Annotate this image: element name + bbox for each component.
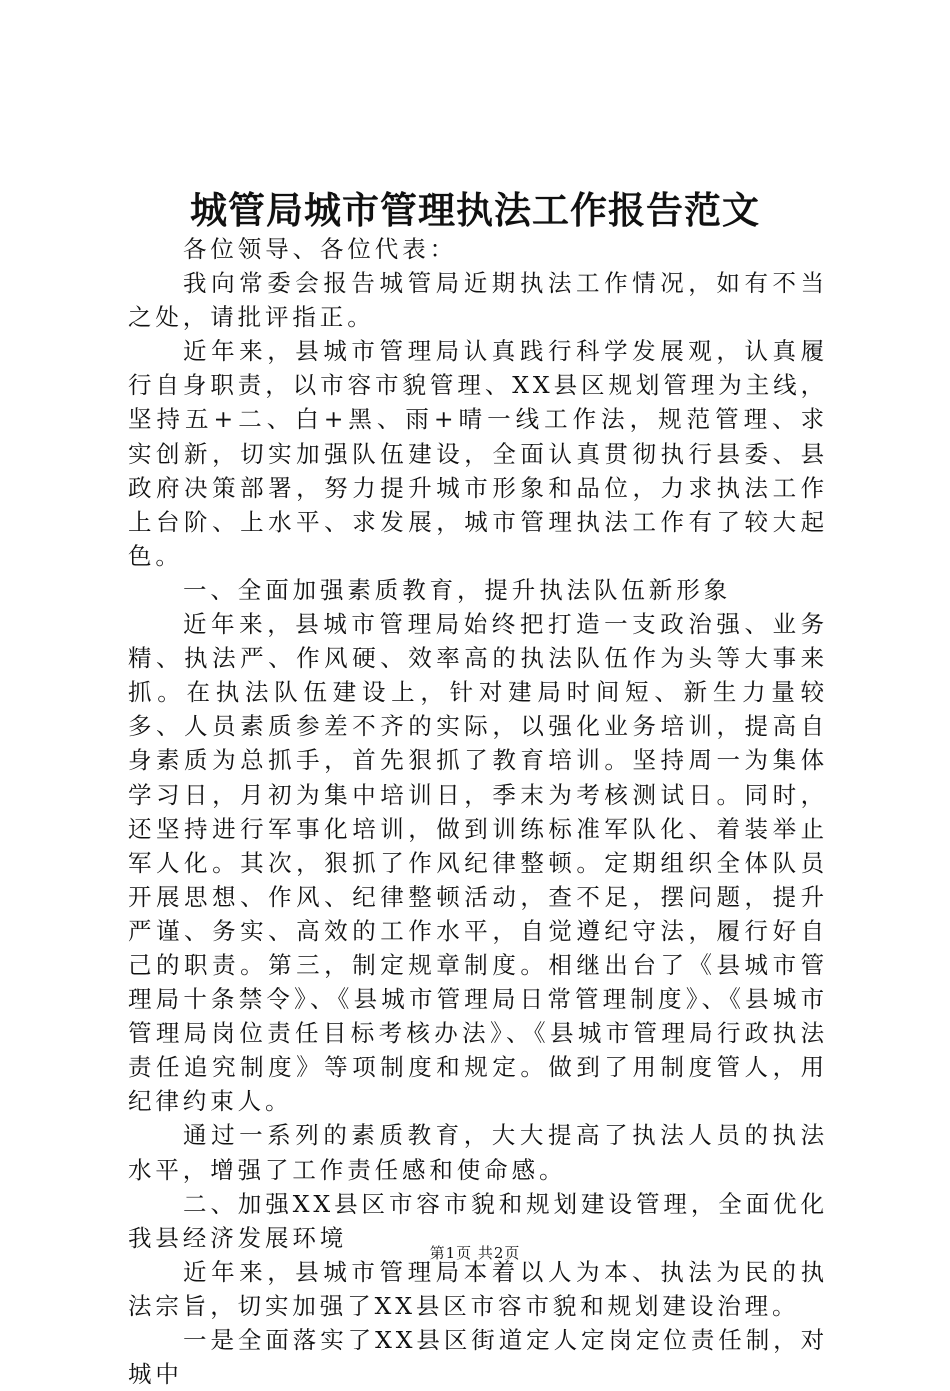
paragraph-overview: 近年来，县城市管理局认真践行科学发展观，认真履行自身职责，以市容市貌管理、XX县区规划管理为主线，坚持五+二、白+黑、雨+晴一线工作法，规范管理、求实创新，切实加强队伍建设，全面认真贯彻执行县委、县政府决策部署，努力提升城市形象和品位，力求执法工作上台阶、上水平、求发展，城市管理执法工作有了较大起色。 — [128, 337, 828, 570]
document-title: 城管局城市管理执法工作报告范文 — [190, 188, 760, 232]
paragraph-section-2: 近年来，县城市管理局本着以人为本、执法为民的执法宗旨，切实加强了XX县区市容市貌和规划建设治理。 — [128, 1257, 828, 1320]
section-heading-2: 二、加强XX县区市容市貌和规划建设管理，全面优化我县经济发展环境 — [128, 1189, 828, 1252]
paragraph-salutation: 各位领导、各位代表： — [183, 235, 457, 263]
paragraph-intro: 我向常委会报告城管局近期执法工作情况，如有不当之处，请批评指正。 — [128, 269, 828, 332]
paragraph-section-1-summary: 通过一系列的素质教育，大大提高了执法人员的执法水平，增强了工作责任感和使命感。 — [128, 1121, 828, 1184]
paragraph-section-1: 近年来，县城市管理局始终把打造一支政治强、业务精、执法严、作风硬、效率高的执法队伍作为头等大事来抓。在执法队伍建设上，针对建局时间短、新生力量较多、人员素质参差不齐的实际，以强化业务培训，提高自身素质为总抓手，首先狠抓了教育培训。坚持周一为集体学习日，月初为集中培训日，季末为考核测试日。同时，还坚持进行军事化培训，做到训练标准军队化、着装举止军人化。其次，狠抓了作风纪律整顿。定期组织全体队员开展思想、作风、纪律整顿活动，查不足，摆问题，提升严谨、务实、高效的工作水平，自觉遵纪守法，履行好自己的职责。第三，制定规章制度。相继出台了《县城市管理局十条禁令》、《县城市管理局日常管理制度》、《县城市管理局岗位责任目标考核办法》、《县城市管理局行政执法责任追究制度》等项制度和规定。做到了用制度管人，用纪律约束人。 — [128, 610, 828, 1116]
section-heading-1: 一、全面加强素质教育，提升执法队伍新形象 — [183, 575, 731, 604]
page-number-footer: 第1页 共2页 — [429, 1244, 521, 1262]
paragraph-section-2-item-1: 一是全面落实了XX县区街道定人定岗定位责任制，对城中 — [128, 1326, 828, 1389]
document-body — [128, 232, 828, 1391]
